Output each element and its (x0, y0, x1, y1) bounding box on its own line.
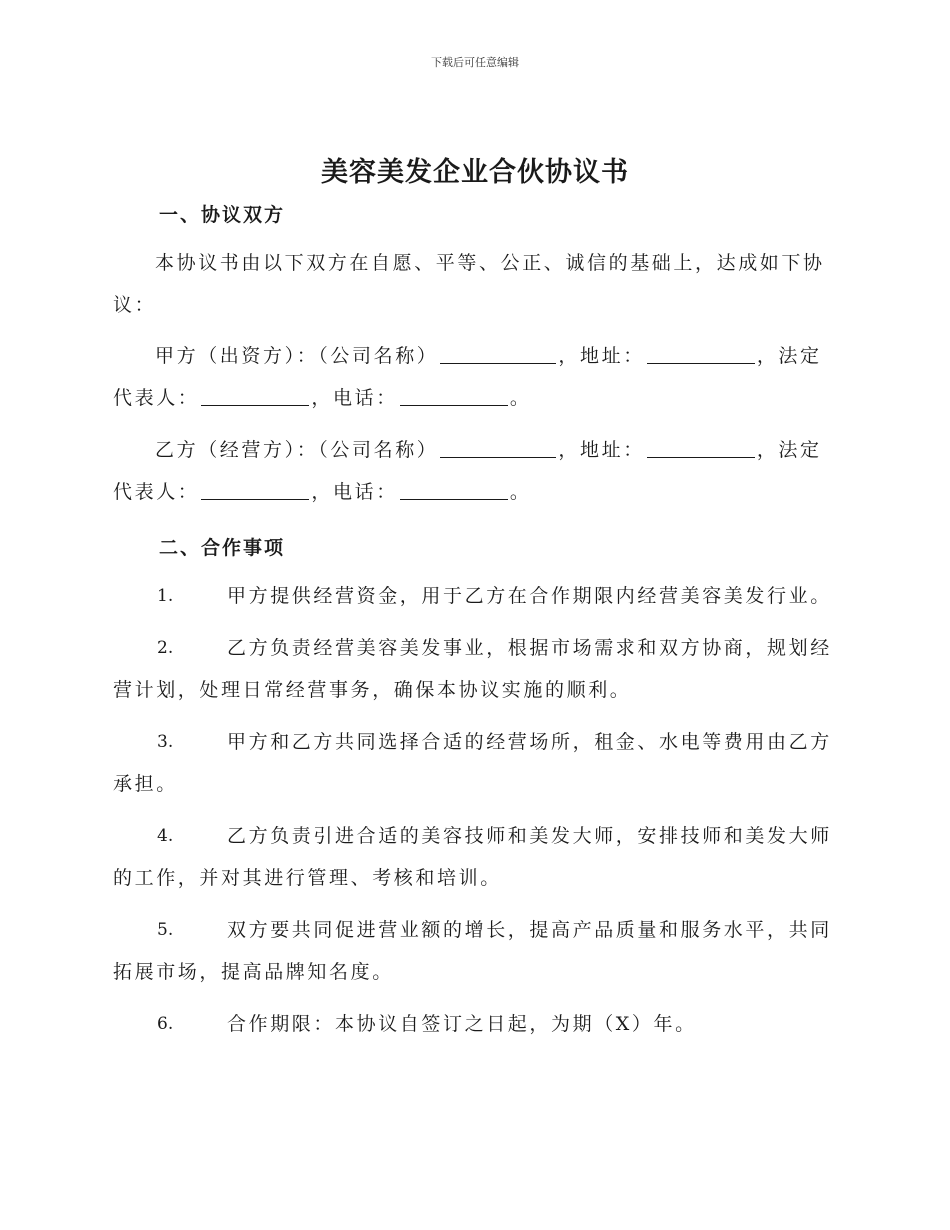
party-b-end: 。 (509, 481, 532, 503)
document-title: 美容美发企业合伙协议书 (321, 157, 629, 188)
party-a-paragraph (113, 335, 833, 419)
section-heading-cooperation: 二、合作事项 (159, 537, 286, 559)
party-a-rep-label: ，法定代表人： (113, 345, 822, 409)
list-item (113, 909, 833, 993)
party-b-address-label: ，地址： (558, 439, 645, 461)
party-b-rep-blank (201, 479, 309, 500)
list-item-number: 4. (157, 826, 174, 846)
list-item-number: 6. (157, 1014, 174, 1034)
list-item (113, 1003, 833, 1045)
list-item (113, 815, 833, 899)
list-item-text: 乙方负责经营美容美发事业，根据市场需求和双方协商，规划经营计划，处理日常经营事务，确保本协议实施的顺利。 (113, 637, 832, 701)
party-b-company-blank (440, 437, 556, 458)
party-a-label: 甲方（出资方）：（公司名称） (155, 345, 439, 367)
list-item-text: 合作期限：本协议自签订之日起，为期（X）年。 (227, 1013, 697, 1035)
header-note: 下载后可任意编辑 (431, 56, 519, 69)
intro-paragraph: 本协议书由以下双方在自愿、平等、公正、诚信的基础上，达成如下协议： (113, 252, 825, 316)
list-item-number: 2. (157, 638, 174, 658)
list-item-number: 1. (157, 586, 174, 606)
party-b-rep-label: ，法定代表人： (113, 439, 822, 503)
list-item (113, 627, 833, 711)
list-item-number: 3. (157, 732, 174, 752)
party-b-label: 乙方（经营方）：（公司名称） (155, 439, 439, 461)
party-a-company-blank (440, 343, 556, 364)
party-a-rep-blank (201, 385, 309, 406)
party-a-phone-label: ，电话： (311, 387, 398, 409)
list-item-text: 甲方提供经营资金，用于乙方在合作期限内经营美容美发行业。 (227, 585, 832, 607)
list-item-number: 5. (157, 920, 174, 940)
party-a-address-label: ，地址： (558, 345, 645, 367)
party-a-end: 。 (509, 387, 532, 409)
section-heading-parties: 一、协议双方 (159, 204, 286, 226)
list-item-text: 乙方负责引进合适的美容技师和美发大师，安排技师和美发大师的工作，并对其进行管理、考核和培训。 (113, 825, 832, 889)
party-a-address-blank (647, 343, 755, 364)
party-b-paragraph (113, 429, 833, 513)
party-a-phone-blank (400, 385, 508, 406)
list-item-text: 甲方和乙方共同选择合适的经营场所，租金、水电等费用由乙方承担。 (113, 731, 832, 795)
party-b-phone-blank (400, 479, 508, 500)
list-item (113, 721, 833, 805)
list-item (113, 575, 833, 617)
party-b-phone-label: ，电话： (311, 481, 398, 503)
list-item-text: 双方要共同促进营业额的增长，提高产品质量和服务水平，共同拓展市场，提高品牌知名度。 (113, 919, 832, 983)
party-b-address-blank (647, 437, 755, 458)
